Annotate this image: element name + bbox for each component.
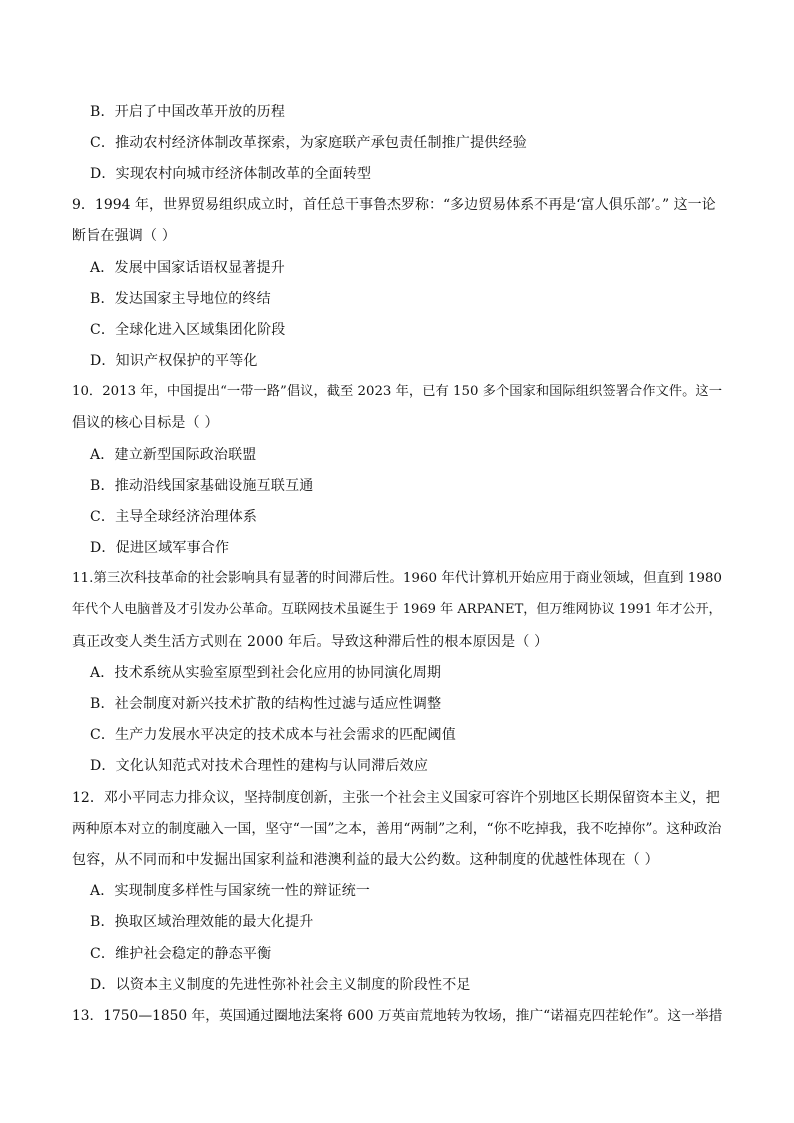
q8-option-d: D．实现农村向城市经济体制改革的全面转型 — [90, 166, 372, 182]
q11-stem-line-2: 年代个人电脑普及才引发办公革命。互联网技术虽诞生于 1969 年 ARPANET，但万维网协议 1991 年才公开， — [72, 602, 722, 617]
q13-stem-line-1: 13．1750—1850 年，英国通过圈地法案将 600 万英亩荒地转为牧场，推广“诺福克四茬轮作”。这一举措 — [72, 1008, 723, 1024]
q11-stem-line-1: 11.第三次科技革命的社会影响具有显著的时间滞后性。1960 年代计算机开始应用于商业领域，但直到 1980 — [72, 571, 722, 586]
q11-option-a: A．技术系统从实验室原型到社会化应用的协同演化周期 — [90, 665, 442, 681]
q9-stem-line-2: 断旨在强调（ ） — [72, 228, 177, 244]
q10-stem-line-2: 倡议的核心目标是（ ） — [72, 415, 219, 431]
q12-stem-line-3: 包容，从不同而和中发掘出国家利益和港澳利益的最大公约数。这种制度的优越性体现在（ ） — [72, 852, 659, 868]
q9-option-c: C．全球化进入区域集团化阶段 — [90, 322, 286, 338]
q11-option-b: B．社会制度对新兴技术扩散的结构性过滤与适应性调整 — [90, 696, 442, 712]
q12-stem-line-2: 两种原本对立的制度融入一国，坚守“一国”之本，善用“两制”之利，“你不吃掉我，我不吃掉你”。这种政治 — [72, 821, 722, 837]
q9-option-b: B．发达国家主导地位的终结 — [90, 291, 271, 307]
q9-option-d: D．知识产权保护的平等化 — [90, 353, 258, 369]
q12-option-b: B．换取区域治理效能的最大化提升 — [90, 914, 314, 930]
q10-stem-line-1: 10．2013 年，中国提出“一带一路”倡议，截至 2023 年，已有 150 多个国家和国际组织签署合作文件。这一 — [72, 384, 722, 399]
q12-option-c: C．维护社会稳定的静态平衡 — [90, 946, 272, 962]
q8-option-c: C．推动农村经济体制改革探索，为家庭联产承包责任制推广提供经验 — [90, 135, 527, 151]
q10-option-d: D．促进区域军事合作 — [90, 540, 230, 556]
q12-option-d: D．以资本主义制度的先进性弥补社会主义制度的阶段性不足 — [90, 977, 471, 993]
q11-stem-line-3: 真正改变人类生活方式则在 2000 年后。导致这种滞后性的根本原因是（ ） — [72, 634, 549, 650]
q10-option-c: C．主导全球经济治理体系 — [90, 509, 258, 525]
q10-option-b: B．推动沿线国家基础设施互联互通 — [90, 478, 314, 494]
q10-option-a: A．建立新型国际政治联盟 — [90, 447, 257, 463]
q12-stem-line-1: 12．邓小平同志力排众议，坚持制度创新，主张一个社会主义国家可容许个别地区长期保留资本主义，把 — [72, 790, 720, 806]
q12-option-a: A．实现制度多样性与国家统一性的辩证统一 — [90, 883, 371, 899]
q8-option-b: B．开启了中国改革开放的历程 — [90, 104, 286, 120]
q9-stem-line-1: 9．1994 年，世界贸易组织成立时，首任总干事鲁杰罗称：“多边贸易体系不再是‘富人俱乐部’。” 这一论 — [72, 197, 716, 213]
q9-option-a: A．发展中国家话语权显著提升 — [90, 260, 285, 276]
q11-option-d: D．文化认知范式对技术合理性的建构与认同滞后效应 — [90, 758, 429, 774]
q11-option-c: C．生产力发展水平决定的技术成本与社会需求的匹配阈值 — [90, 727, 456, 743]
